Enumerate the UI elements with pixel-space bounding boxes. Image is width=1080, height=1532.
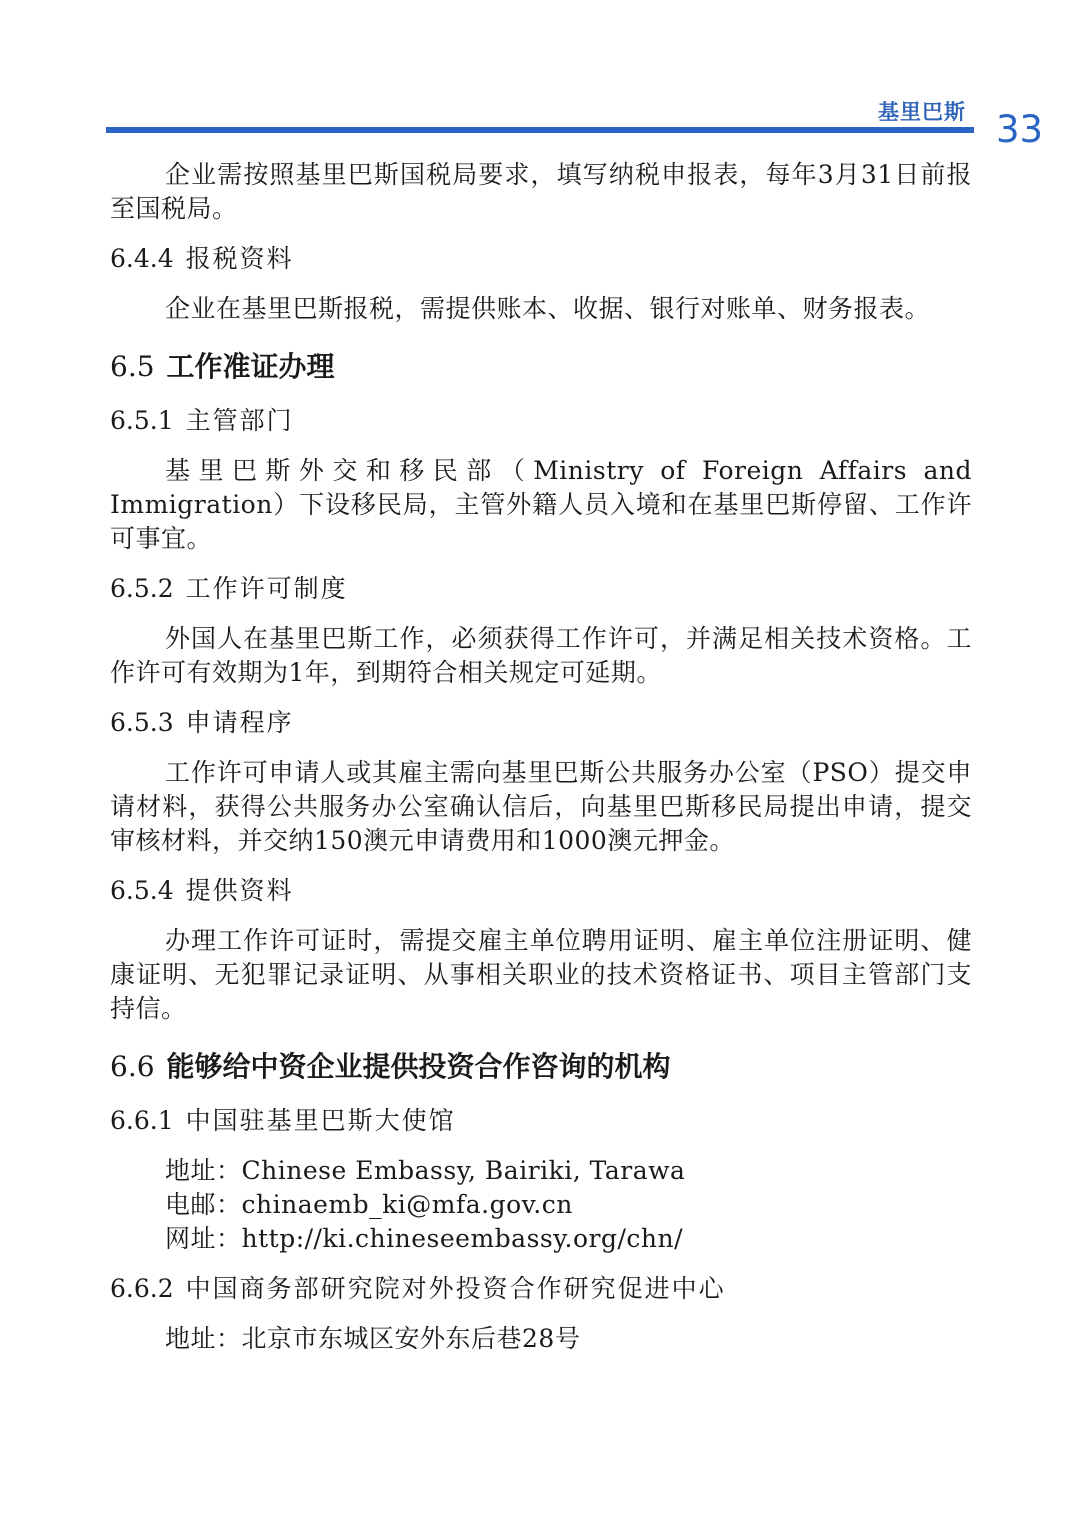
heading-title: 报税资料 [185, 244, 294, 273]
heading-6-5 [110, 348, 972, 386]
heading-6-6-1 [110, 1104, 972, 1138]
paragraph-6-4-4: 企业在基里巴斯报税，需提供账本、收据、银行对账单、财务报表。 [165, 294, 931, 323]
heading-6-6 [110, 1048, 972, 1086]
heading-number: 6.6 [110, 1050, 155, 1083]
heading-number: 6.5 [110, 350, 155, 383]
academy-address: 地址：北京市东城区安外东后巷28号 [165, 1324, 581, 1353]
running-header-title: 基里巴斯 [878, 100, 966, 124]
heading-6-6-2 [110, 1272, 972, 1306]
page-body [110, 158, 972, 1372]
embassy-address: 地址：Chinese Embassy, Bairiki, Tarawa [165, 1156, 686, 1185]
heading-title: 中国商务部研究院对外投资合作研究促进中心 [185, 1274, 726, 1303]
heading-title: 提供资料 [185, 876, 294, 905]
heading-title: 中国驻基里巴斯大使馆 [185, 1106, 456, 1135]
paragraph-6-5-4: 办理工作许可证时，需提交雇主单位聘用证明、雇主单位注册证明、健康证明、无犯罪记录证明、从事相关职业的技术资格证书、项目主管部门支持信。 [110, 926, 972, 1023]
embassy-contact-block [165, 1154, 972, 1256]
heading-6-4-4 [110, 242, 972, 276]
heading-number: 6.6.1 [110, 1106, 174, 1135]
page-number: 33 [996, 108, 1044, 151]
paragraph-tax-filing: 企业需按照基里巴斯国税局要求，填写纳税申报表，每年3月31日前报至国税局。 [110, 160, 972, 223]
heading-number: 6.5.1 [110, 406, 174, 435]
heading-title: 工作准证办理 [166, 350, 335, 383]
heading-number: 6.6.2 [110, 1274, 174, 1303]
heading-title: 主管部门 [185, 406, 294, 435]
embassy-email[interactable]: 电邮：chinaemb_ki@mfa.gov.cn [165, 1190, 573, 1219]
heading-title: 能够给中资企业提供投资合作咨询的机构 [166, 1050, 671, 1083]
heading-title: 工作许可制度 [185, 574, 348, 603]
heading-number: 6.4.4 [110, 244, 174, 273]
header-rule [106, 127, 974, 133]
heading-6-5-3 [110, 706, 972, 740]
embassy-website[interactable]: 网址：http://ki.chineseembassy.org/chn/ [165, 1224, 684, 1253]
heading-6-5-4 [110, 874, 972, 908]
heading-number: 6.5.3 [110, 708, 174, 737]
heading-6-5-1 [110, 404, 972, 438]
paragraph-6-5-2: 外国人在基里巴斯工作，必须获得工作许可，并满足相关技术资格。工作许可有效期为1年，到期符合相关规定可延期。 [110, 624, 972, 687]
academy-contact-block [165, 1322, 972, 1356]
heading-6-5-2 [110, 572, 972, 606]
heading-title: 申请程序 [185, 708, 294, 737]
paragraph-6-5-1: 基里巴斯外交和移民部（Ministry of Foreign Affairs and Immigration）下设移民局，主管外籍人员入境和在基里巴斯停留、工作许可事宜。 [110, 456, 972, 553]
paragraph-6-5-3: 工作许可申请人或其雇主需向基里巴斯公共服务办公室（PSO）提交申请材料，获得公共服务办公室确认信后，向基里巴斯移民局提出申请，提交审核材料，并交纳150澳元申请费用和1000澳元押金。 [110, 758, 972, 855]
heading-number: 6.5.4 [110, 876, 174, 905]
heading-number: 6.5.2 [110, 574, 174, 603]
